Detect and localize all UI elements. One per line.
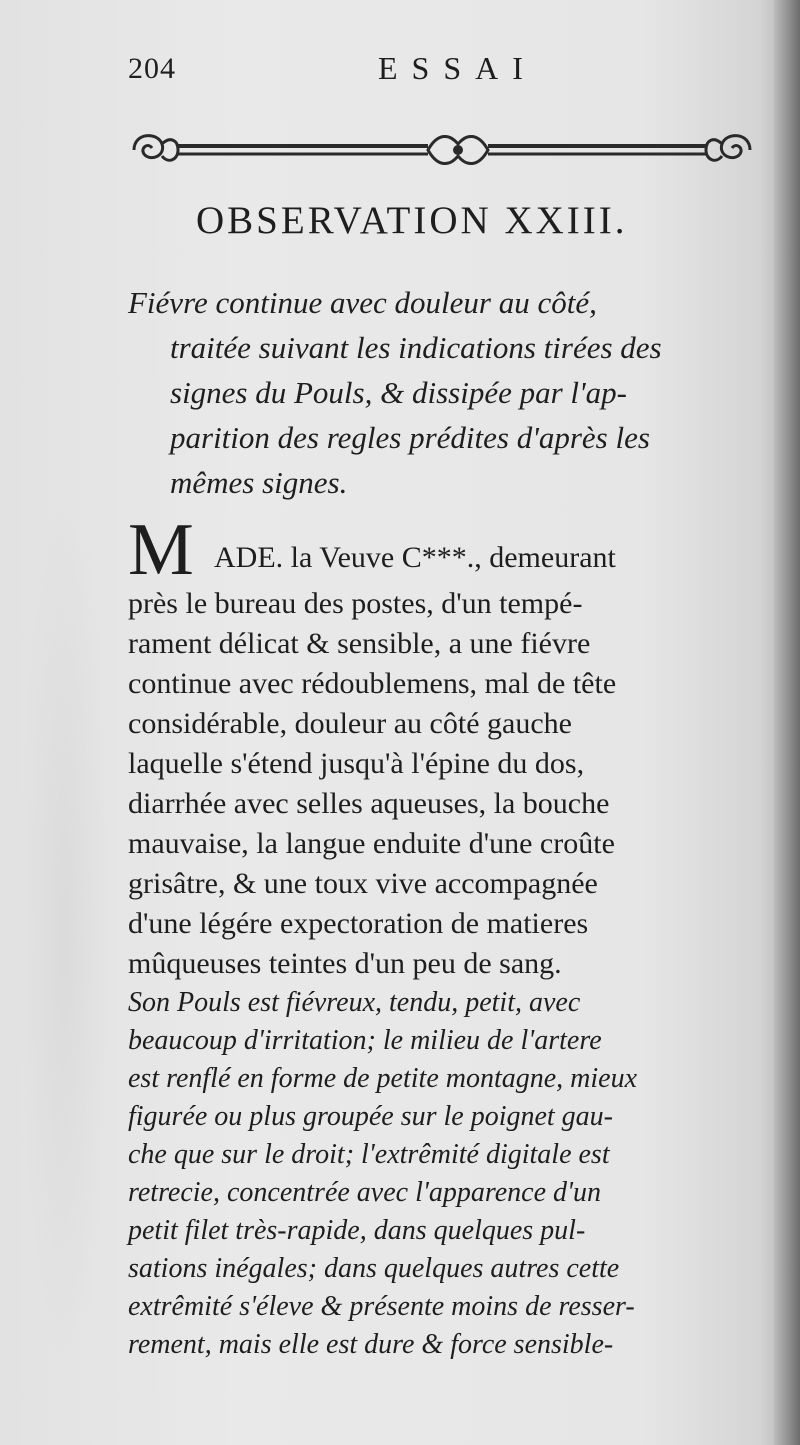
observation-summary <box>128 280 760 505</box>
summary-line: signes du Pouls, & dissipée par l'ap- <box>170 375 627 410</box>
text-line: mûqueuses teintes d'un peu de sang. <box>128 947 562 980</box>
text-line: laquelle s'étend jusqu'à l'épine du dos, <box>128 747 585 780</box>
text-line: considérable, douleur au côté gauche <box>128 707 572 740</box>
running-head: ESSAI <box>378 50 537 86</box>
text-line: grisâtre, & une toux vive accompagnée <box>128 867 598 900</box>
italic-line: Son Pouls est fiévreux, tendu, petit, avec <box>128 987 581 1018</box>
paper-stain <box>20 480 110 1380</box>
italic-line: extrêmité s'éleve & présente moins de resser- <box>128 1291 635 1322</box>
italic-line: beaucoup d'irritation; le milieu de l'artere <box>128 1025 602 1056</box>
observation-title: OBSERVATION XXIII. <box>196 199 628 242</box>
italic-line: retrecie, concentrée avec l'apparence d'un <box>128 1177 601 1208</box>
summary-line: mêmes signes. <box>170 465 348 500</box>
drop-cap: M <box>128 509 194 591</box>
first-line: ADE. la Veuve C***., demeurant <box>214 541 616 574</box>
text-line: d'une légére expectoration de matieres <box>128 907 589 940</box>
italic-line: petit filet très-rapide, dans quelques pul- <box>128 1215 586 1246</box>
summary-line: traitée suivant les indications tirées des <box>170 330 662 365</box>
text-line: diarrhée avec selles aqueuses, la bouche <box>128 787 610 820</box>
page-edge-shadow <box>774 0 800 1445</box>
page-header <box>128 44 758 94</box>
summary-line: parition des regles prédites d'après les <box>170 420 650 455</box>
italic-line: che que sur le droit; l'extrêmité digitale est <box>128 1139 610 1170</box>
page-number: 204 <box>128 52 176 85</box>
italic-line: figurée ou plus groupée sur le poignet gau- <box>128 1101 614 1132</box>
summary-line: Fiévre continue avec douleur au côté, <box>128 285 597 320</box>
decorative-rule-ornament <box>128 126 756 176</box>
text-line: rament délicat & sensible, a une fiévre <box>128 627 591 660</box>
italic-line: rement, mais elle est dure & force sensible- <box>128 1329 614 1360</box>
text-line: près le bureau des postes, d'un tempé- <box>128 587 583 620</box>
text-line: mauvaise, la langue enduite d'une croûte <box>128 827 615 860</box>
italic-line: est renflé en forme de petite montagne, mieux <box>128 1063 638 1094</box>
italic-line: sations inégales; dans quelques autres cette <box>128 1253 620 1284</box>
text-line: continue avec rédoublemens, mal de tête <box>128 667 617 700</box>
